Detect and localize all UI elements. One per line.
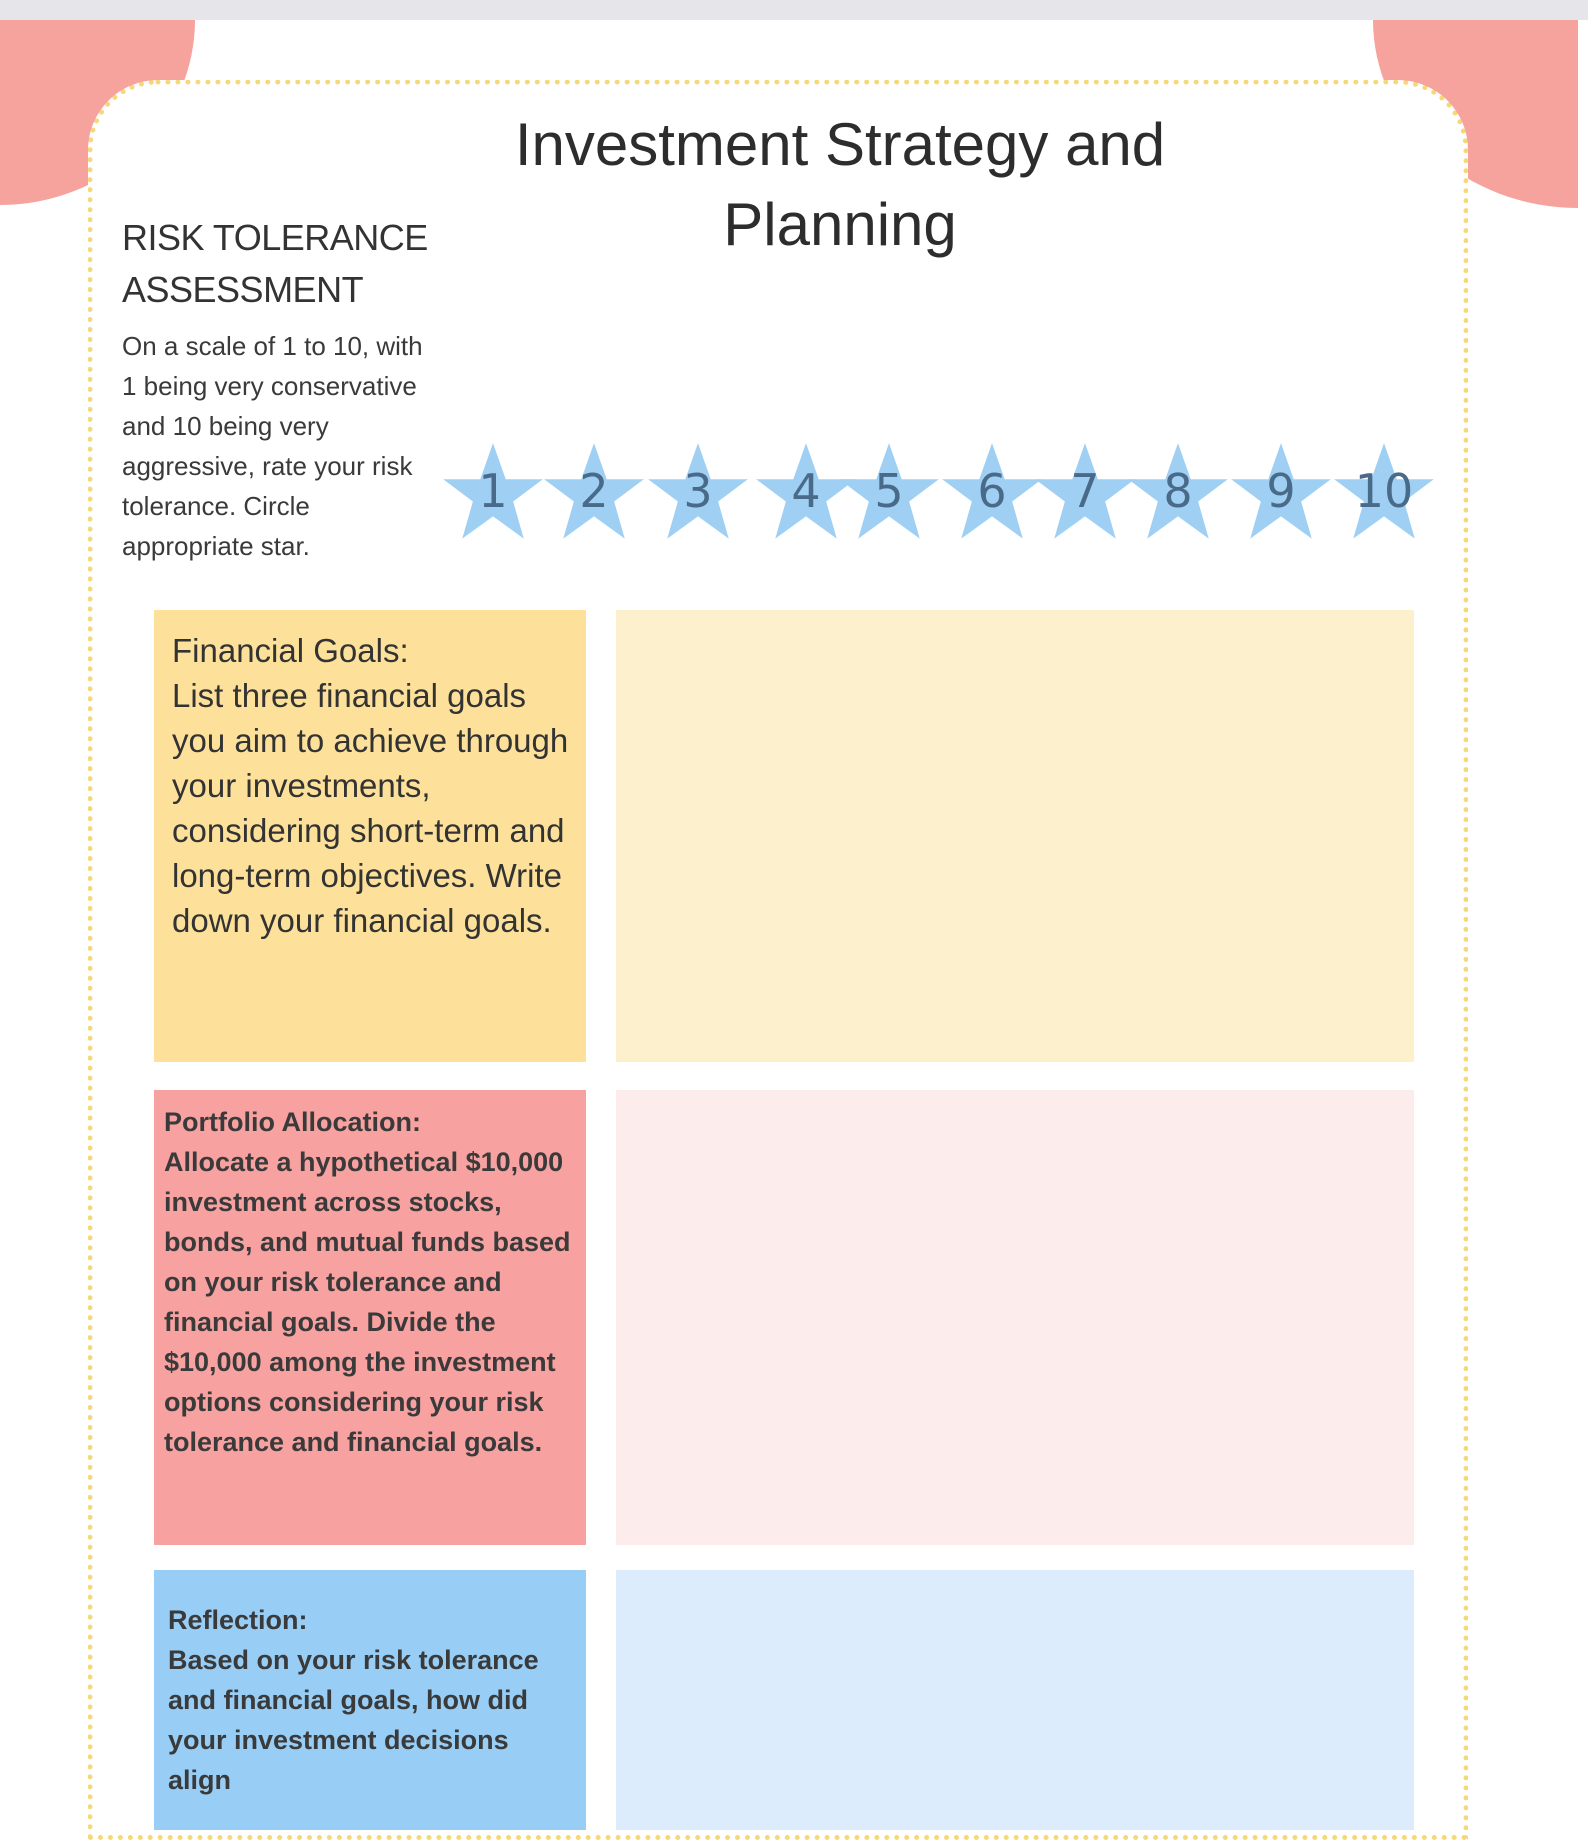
risk-star-label: 4: [791, 464, 821, 518]
risk-star-1[interactable]: [440, 440, 546, 546]
financial-goals-prompt: [154, 610, 586, 1062]
worksheet-title: Investment Strategy and Planning: [514, 111, 1166, 258]
portfolio-allocation-answer-box[interactable]: [616, 1090, 1414, 1545]
risk-tolerance-instructions: On a scale of 1 to 10, with 1 being very conservative and 10 being very aggressive, rate your risk tolerance. Circle appropriate star.: [122, 331, 423, 561]
financial-goals-answer-box[interactable]: [616, 610, 1414, 1062]
reflection-prompt: [154, 1570, 586, 1830]
risk-star-7[interactable]: [1032, 440, 1138, 546]
risk-tolerance-heading: RISK TOLERANCE ASSESSMENT: [122, 217, 428, 310]
risk-star-6[interactable]: [939, 440, 1045, 546]
reflection-text: Based on your risk tolerance and financial goals, how did your investment decisions align: [168, 1645, 539, 1795]
risk-star-label: 10: [1354, 464, 1414, 518]
risk-star-label: 7: [1070, 464, 1100, 518]
risk-star-9[interactable]: [1228, 440, 1334, 546]
risk-star-10[interactable]: [1331, 440, 1437, 546]
financial-goals-heading: Financial Goals:: [172, 632, 409, 669]
risk-star-label: 6: [977, 464, 1007, 518]
browser-top-bar: [0, 0, 1588, 20]
risk-star-8[interactable]: [1125, 440, 1231, 546]
risk-star-label: 2: [579, 464, 609, 518]
portfolio-allocation-text: Allocate a hypothetical $10,000 investment across stocks, bonds, and mutual funds based on your risk tolerance and financial goals. Divide the $10,000 among the investment options considering your risk tolerance and financial goals.: [164, 1147, 571, 1457]
portfolio-allocation-prompt: [154, 1090, 586, 1545]
risk-star-scale: [440, 440, 1450, 546]
risk-star-3[interactable]: [645, 440, 751, 546]
risk-star-label: 8: [1163, 464, 1193, 518]
reflection-answer-box[interactable]: [616, 1570, 1414, 1830]
risk-star-label: 5: [874, 464, 904, 518]
risk-star-label: 1: [478, 464, 508, 518]
financial-goals-text: List three financial goals you aim to achieve through your investments, considering short-term and long-term objectives. Write down your financial goals.: [172, 677, 569, 939]
reflection-heading: Reflection:: [168, 1605, 308, 1635]
portfolio-allocation-heading: Portfolio Allocation:: [164, 1107, 421, 1137]
risk-star-2[interactable]: [541, 440, 647, 546]
risk-star-5[interactable]: [836, 440, 942, 546]
risk-star-label: 3: [683, 464, 713, 518]
risk-star-label: 9: [1266, 464, 1296, 518]
